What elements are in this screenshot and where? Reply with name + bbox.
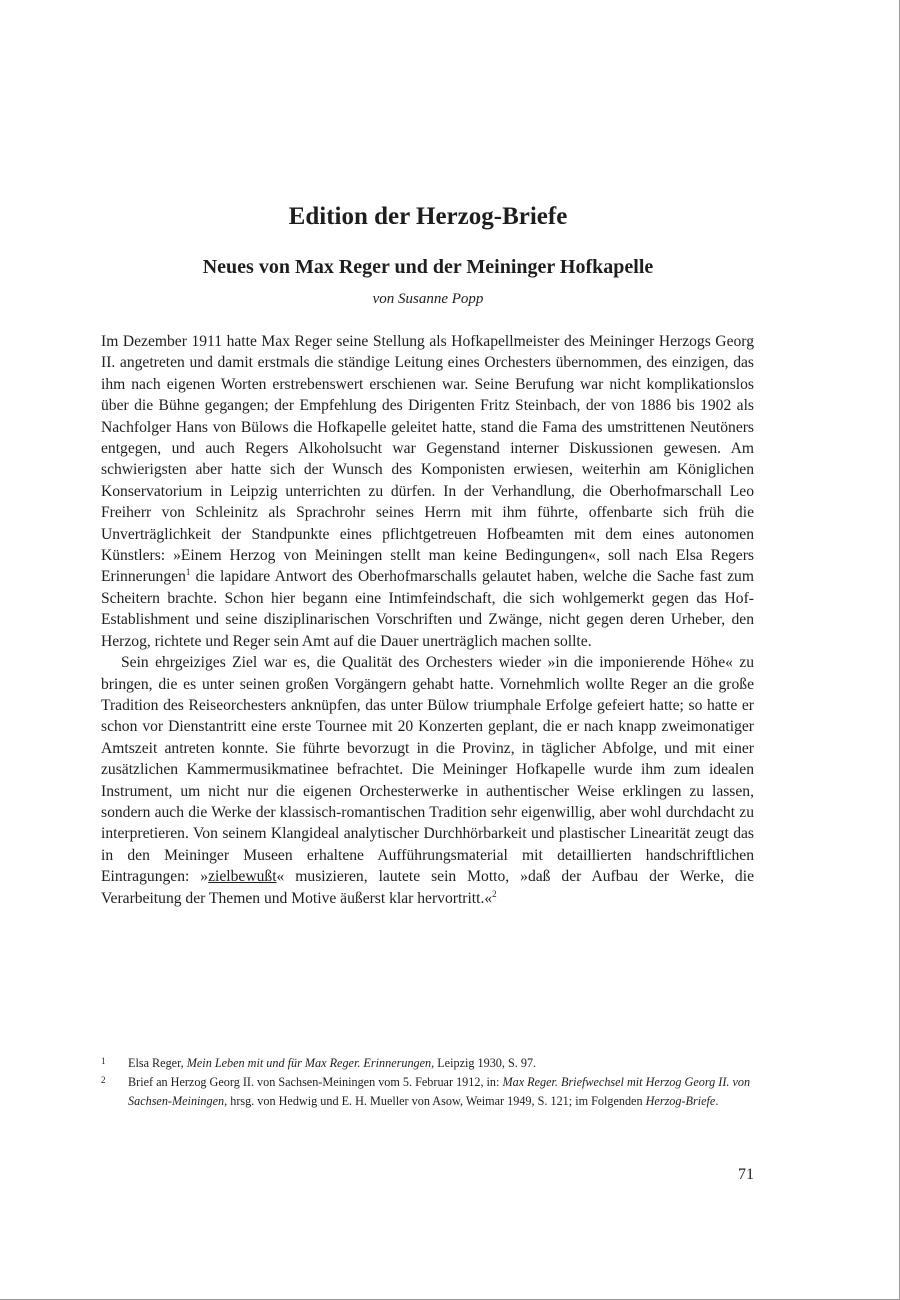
footnote-short-title: Herzog-Briefe [645,1094,716,1108]
author-byline: von Susanne Popp [372,291,484,307]
footnote-text-segment: . [715,1094,719,1108]
footnote-book-title: Max Reger. Briefwechsel mit Herzog Georg II. von Sachsen-Meiningen [128,1075,751,1108]
footnote-book-title: Mein Leben mit und für Max Reger. Erinnerungen [186,1056,432,1070]
paragraph-1-text-a: Im Dezember 1911 hatte Max Reger seine Stellung als Hofkapellmeister des Meininger Herzogs Georg II. angetreten und damit erstmals die ständige Leitung eines Orchesters übernommen, des einzigen, das ihm nach eigenen Worten erstrebenswert erschienen war. Seine Berufung war nicht komplikationslos über die Bühne gegangen; der Empfehlung des Dirigenten Fritz Steinbach, der von 1886 bis 1902 als Nachfolger Hans von Bülows die Hofkapelle geleitet hatte, stand die Fama des umstrittenen Neutöners entgegen, und auch Regers Alkoholsucht war Gegenstand interner Diskussionen gewesen. Am schwierigsten aber hatte sich der Wunsch des Komponisten erwiesen, weiterhin am Königlichen Konservatorium in Leipzig unterrichten zu dürfen. In der Verhandlung, die Oberhofmarschall Leo Freiherr von Schleinitz als Sprachrohr seines Herrn mit ihm führte, offenbarte sich früh die Unverträglichkeit der Standpunkte eines pflichtgetreuen Hofbeamten mit dem eines autonomen Künstlers: »Einem Herzog von Meiningen stellt man keine Bedingungen«, soll nach Elsa Regers Erinnerungen [101,333,754,586]
underlined-word: zielbewußt [208,868,277,886]
footnote-2 [101,1073,754,1111]
footnote-number: 1 [101,1056,106,1066]
page-title: Edition der Herzog-Briefe [288,203,568,230]
footnote-text-segment: Elsa Reger, [128,1056,187,1070]
paragraph-2 [101,652,754,909]
footnote-number: 2 [101,1075,106,1085]
paragraph-1 [101,331,754,652]
footnote-text-segment: Brief an Herzog Georg II. von Sachsen-Meiningen vom 5. Februar 1912, in: [128,1075,503,1089]
page-number: 71 [738,1166,754,1183]
body-text [101,331,754,909]
footnote-ref-1: 1 [185,567,191,578]
footnotes [101,1054,754,1111]
paragraph-1-text-b: die lapidare Antwort des Oberhofmarschalls gelautet haben, welche die Sache fast zum Scheitern brachte. Schon hier begann eine Intimfeindschaft, die sich wohlgemerkt gegen das Hof-Establishment und seine disziplinarischen Vorschriften und Zwänge, nicht gegen deren Urheber, den Herzog, richtete und Reger sein Amt auf die Dauer unerträglich machen sollte. [101,568,754,650]
footnote-text-segment: , hrsg. von Hedwig und E. H. Mueller von Asow, Weimar 1949, S. 121; im Folgenden [224,1094,646,1108]
page-subtitle: Neues von Max Reger und der Meininger Hofkapelle [202,256,654,278]
paragraph-2-text-a: Sein ehrgeiziges Ziel war es, die Qualität des Orchesters wieder »in die imponierende Höhe« zu bringen, die es unter seinen großen Vorgängern gehabt hatte. Vornehmlich wollte Reger an die große Tradition des Reiseorchesters anknüpfen, das unter Bülow triumphale Erfolge gefeiert hatte; so hatte er schon vor Dienstantritt eine erste Tournee mit 20 Konzerten geplant, die er nach knapp zweimonatiger Amtszeit antreten konnte. Sie führte bevorzugt in die Provinz, in täglicher Abfolge, und mit einer zusätzlichen Kammermusikmatinee befrachtet. Die Meininger Hofkapelle wurde ihm zum idealen Instrument, um nicht nur die eigenen Orchesterwerke in authentischer Weise erklingen zu lassen, sondern auch die Werke der klassisch-romantischen Tradition sehr eigenwillig, aber wohl durchdacht zu interpretieren. Von seinem Klangideal analytischer Durchhörbarkeit und plastischer Linearität zeugt das in den Meininger Museen erhaltene Aufführungsmaterial mit detaillierten handschriftlichen Eintragungen: » [101,654,754,886]
footnote-text [128,1073,754,1111]
footnote-text [128,1054,754,1073]
footnote-ref-2: 2 [492,888,497,899]
footnote-1 [101,1054,754,1073]
footnote-text-segment: , Leipzig 1930, S. 97. [431,1056,537,1070]
paragraph-2-text-b: « musizieren, lautete sein Motto, »daß der Aufbau der Werke, die Verarbeitung der Themen und Motive äußerst klar hervortritt.« [101,868,754,907]
